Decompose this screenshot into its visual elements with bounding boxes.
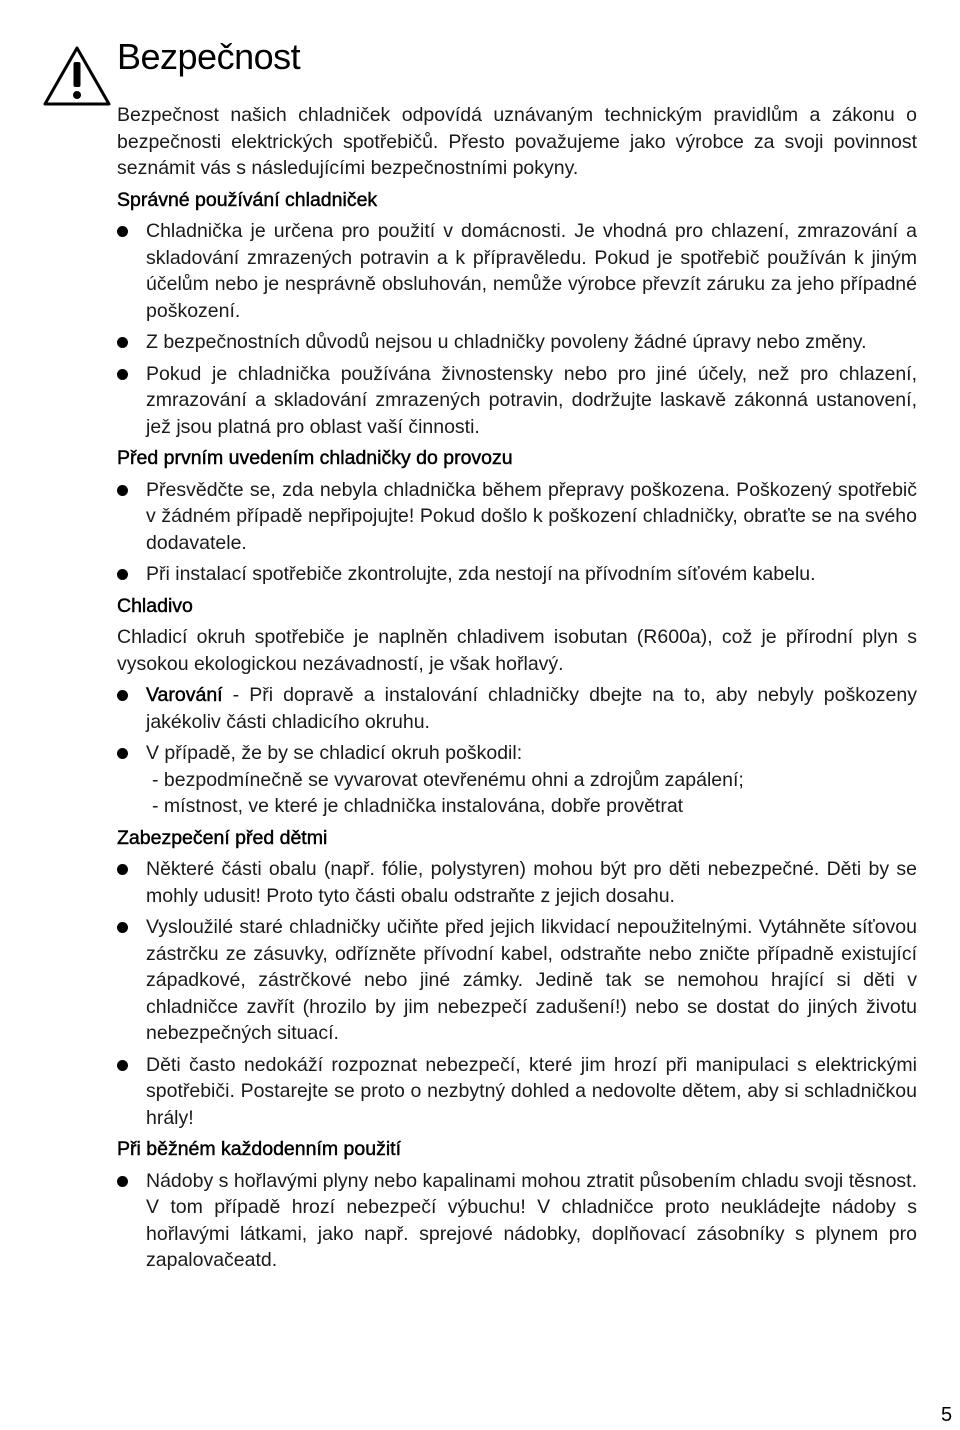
list-item-text: Z bezpečnostních důvodů nejsou u chladničky povoleny žádné úpravy nebo změny. xyxy=(146,331,867,353)
damage-intro: V případě, že by se chladicí okruh poškodil: xyxy=(146,742,523,764)
list-item xyxy=(117,561,917,588)
warning-triangle-icon xyxy=(42,44,112,108)
section-heading-daily: Při běžném každodenním použití xyxy=(117,1138,401,1160)
list-item xyxy=(117,856,917,909)
damage-line-2: - místnost, ve které je chladnička instalována, dobře provětrat xyxy=(152,795,684,817)
list-item xyxy=(117,740,917,820)
bullet-dot-icon xyxy=(117,690,128,701)
warning-label: Varování xyxy=(146,684,223,706)
list-item xyxy=(117,329,917,356)
list-item-text: Děti často nedokáží rozpoznat nebezpečí, které jim hrozí při manipulaci s elektrickými spotřebiči. Postarejte se proto o nezbytný dohled a nedovolte dětem, aby si schladničkou hrály! xyxy=(146,1053,917,1129)
list-item-text: Při instalací spotřebiče zkontrolujte, zda nestojí na přívodním síťovém kabelu. xyxy=(146,563,816,585)
list-item-text: Pokud je chladnička používána živnostensky nebo pro jiné účely, než pro chlazení, zmrazování a skladování zmrazených potravin, dodržujte laskavě zákonná ustanovení, jež jsou platná pro oblast vaší činnosti. xyxy=(146,362,917,438)
page-title: Bezpečnost xyxy=(117,36,301,77)
list-item-text: Vysloužilé staré chladničky učiňte před jejich likvidací nepoužitelnými. Vytáhněte síťovou zástrčku ze zásuvky, odřízněte přívodní kabel, odstraňte nebo zničte případně existující západkové, zástrčkové nebo jiné zámky. Jedině tak se nemohou hrající si děti v chladničce zavřít (hrozilo by jim nebezpečí zadušení!) nebo se dostat do jiných životu nebezpečných situací. xyxy=(146,916,917,1044)
document-body xyxy=(117,102,917,1279)
section-heading-first-use: Před prvním uvedením chladničky do provozu xyxy=(117,447,513,469)
page-number: 5 xyxy=(941,1404,953,1426)
list-item xyxy=(117,477,917,557)
children-list xyxy=(117,856,917,1131)
refrigerant-list xyxy=(117,682,917,820)
usage-list xyxy=(117,218,917,440)
list-item-text: Chladnička je určena pro použití v domácnosti. Je vhodná pro chlazení, zmrazování a skladování zmrazených potravin a k přípravěledu. Pokud je spotřebič používán k jiným účelům nebo je nesprávně obsluhován, nemůže výrobce převzít záruku za jeho případné poškození. xyxy=(146,220,917,322)
bullet-dot-icon xyxy=(117,1060,128,1071)
warning-text: - Při dopravě a instalování chladničky dbejte na to, aby nebyly poškozeny jakékoliv části chladicího okruhu. xyxy=(146,684,917,733)
bullet-dot-icon xyxy=(117,337,128,348)
list-item xyxy=(117,218,917,324)
section-heading-children: Zabezpečení před dětmi xyxy=(117,826,328,849)
bullet-dot-icon xyxy=(117,748,128,759)
bullet-dot-icon xyxy=(117,369,128,380)
first-use-list xyxy=(117,477,917,588)
bullet-dot-icon xyxy=(117,1176,128,1187)
list-item xyxy=(117,361,917,441)
list-item-text: Některé části obalu (např. fólie, polystyren) mohou být pro děti nebezpečné. Děti by se mohly udusit! Proto tyto části obalu odstraňte z jejich dosahu. xyxy=(146,858,917,907)
bullet-dot-icon xyxy=(117,485,128,496)
damage-line-1: - bezpodmínečně se vyvarovat otevřenému ohni a zdrojům zapálení; xyxy=(152,768,744,791)
list-item-text: Nádoby s hořlavými plyny nebo kapalinami mohou ztratit působením chladu svoji těsnost. V tom případě hrozí nebezpečí výbuchu! V chladničce proto neukládejte nádoby s hořlavými látkami, jako např. sprejové nádobky, doplňovací zásobníky s plynem pro zapalovačeatd. xyxy=(146,1169,917,1271)
bullet-dot-icon xyxy=(117,226,128,237)
section-heading-usage: Správné používání chladniček xyxy=(117,188,378,211)
bullet-dot-icon xyxy=(117,922,128,933)
list-item xyxy=(117,682,917,735)
list-item xyxy=(117,1052,917,1132)
intro-paragraph: Bezpečnost našich chladniček odpovídá uznávaným technickým pravidlům a zákonu o bezpečnosti elektrických spotřebičů. Přesto považujeme jako výrobce za svoji povinnost seznámit vás s následujícími bezpečnostními pokyny. xyxy=(117,104,917,179)
list-item xyxy=(117,914,917,1047)
list-item xyxy=(117,1168,917,1274)
list-item-text: Přesvědčte se, zda nebyla chladnička během přepravy poškozena. Poškozený spotřebič v žádném případě nepřipojujte! Pokud došlo k poškození chladničky, obraťte se na svého dodavatele. xyxy=(146,478,917,554)
bullet-dot-icon xyxy=(117,864,128,875)
bullet-dot-icon xyxy=(117,569,128,580)
daily-list xyxy=(117,1168,917,1274)
section-heading-refrigerant: Chladivo xyxy=(117,594,193,617)
refrigerant-paragraph: Chladicí okruh spotřebiče je naplněn chladivem isobutan (R600a), což je přírodní plyn s vysokou ekologickou nezávadností, je však hořlavý. xyxy=(117,626,917,675)
